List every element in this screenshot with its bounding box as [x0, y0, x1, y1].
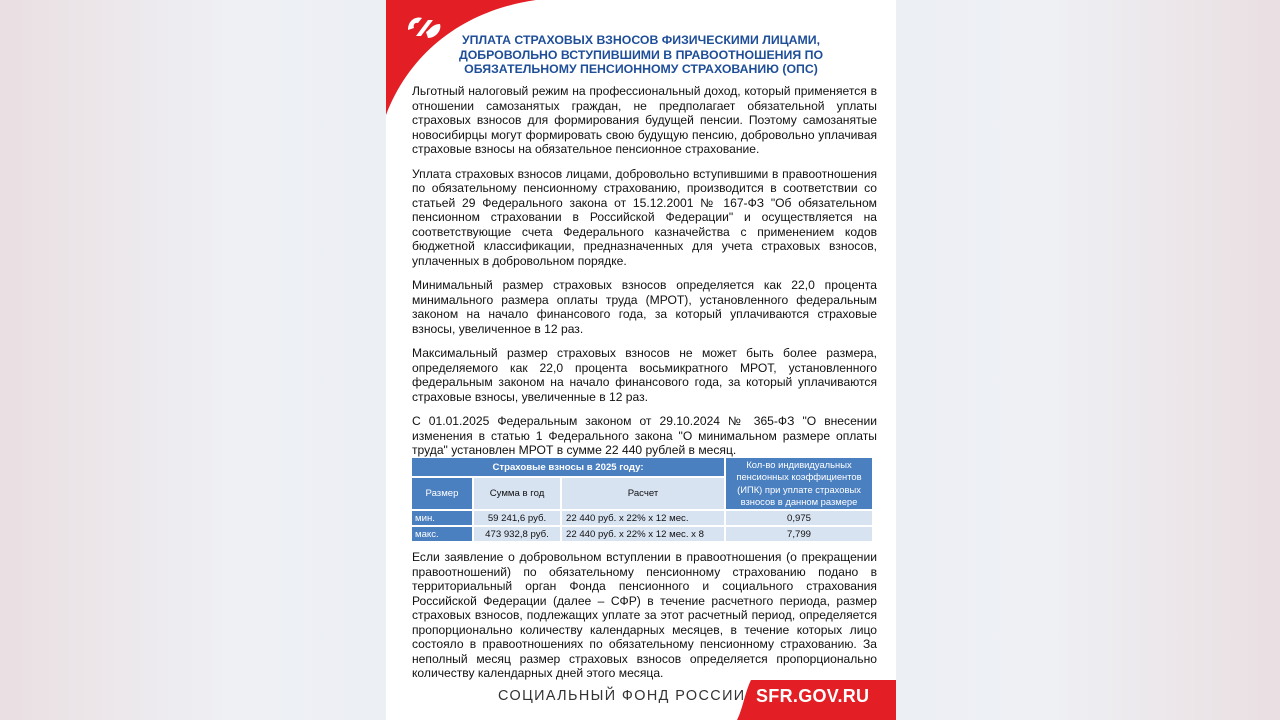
row-ipk: 0,975: [726, 511, 872, 525]
document-body: [412, 84, 877, 468]
row-size-label: мин.: [412, 511, 472, 525]
row-sum: 473 932,8 руб.: [474, 527, 560, 541]
paragraph-3: Минимальный размер страховых взносов определяется как 22,0 процента минимального размера оплаты труда (МРОТ), установленного федеральным законом на начало финансового года, за который уплачиваются страховые взносы, увеличенное в 12 раз.: [412, 278, 877, 336]
row-size-label: макс.: [412, 527, 472, 541]
table-column-size: Размер: [412, 478, 472, 509]
row-calc: 22 440 руб. х 22% х 12 мес.: [562, 511, 724, 525]
table-column-calc: Расчет: [562, 478, 724, 509]
table-row: [412, 527, 872, 541]
paragraph-5: С 01.01.2025 Федеральным законом от 29.10.2024 № 365-ФЗ "О внесении изменения в статью 1 Федерального закона "О минимальном размере оплаты труда" установлен МРОТ в сумме 22 440 рублей в месяц.: [412, 414, 877, 457]
table-row: [412, 511, 872, 525]
paragraph-4: Максимальный размер страховых взносов не может быть более размера, определяемого как 22,0 процента восьмикратного МРОТ, установленного федеральным законом на начало финансового года, за который уплачиваются страховые взносы, увеличенные в 12 раз.: [412, 346, 877, 404]
paragraph-2: Уплата страховых взносов лицами, добровольно вступившими в правоотношения по обязательному пенсионному страхованию, производится в соответствии со статьей 29 Федерального закона от 15.12.2001 № 167-ФЗ "Об обязательном пенсионном страховании в Российской Федерации" и осуществляется на соответствующие счета Федерального казначейства с применением кодов бюджетной классификации, предназначенных для учета страховых взносов, уплаченных в добровольном порядке.: [412, 166, 877, 268]
fees-table: [410, 456, 874, 543]
document-page: [386, 0, 896, 720]
sfr-logo-icon: [402, 10, 446, 46]
closing-paragraph: Если заявление о добровольном вступлении в правоотношения (о прекращении правоотношений) по обязательному пенсионному страхованию подано в территориальный орган Фонда пенсионного и социального страхования Российской Федерации (далее – СФР) в течение расчетного периода, размер страховых взносов, подлежащих уплате за этот расчетный период, определяется пропорционально количеству календарных месяцев, в течение которых лицо состояло в правоотношениях по обязательному пенсионному страхованию. За неполный месяц размер страховых взносов определяется пропорционально количеству календарных дней этого месяца.: [412, 550, 877, 680]
table-column-sum: Сумма в год: [474, 478, 560, 509]
document-closing: [412, 550, 877, 691]
row-sum: 59 241,6 руб.: [474, 511, 560, 525]
table-ipk-header: Кол-во индивидуальных пенсионных коэффициентов (ИПК) при уплате страховых взносов в данном размере: [726, 458, 872, 509]
paragraph-1: Льготный налоговый режим на профессиональный доход, который применяется в отношении самозанятых граждан, не предполагает обязательной уплаты страховых взносов для формирования будущей пенсии. Поэтому самозанятые новосибирцы могут формировать свою будущую пенсию, добровольно уплачивая страховые взносы на обязательное пенсионное страхование.: [412, 84, 877, 156]
row-calc: 22 440 руб. х 22% х 12 мес. х 8: [562, 527, 724, 541]
table-caption: Страховые взносы в 2025 году:: [412, 458, 724, 476]
footer-url-link[interactable]: SFR.GOV.RU: [756, 686, 870, 706]
document-title: УПЛАТА СТРАХОВЫХ ВЗНОСОВ ФИЗИЧЕСКИМИ ЛИЦАМИ, ДОБРОВОЛЬНО ВСТУПИВШИМИ В ПРАВООТНОШЕНИЯ ПО ОБЯЗАТЕЛЬНОМУ ПЕНСИОННОМУ СТРАХОВАНИЮ (ОПС): [458, 33, 824, 77]
footer-org-name: СОЦИАЛЬНЫЙ ФОНД РОССИИ: [498, 688, 746, 704]
row-ipk: 7,799: [726, 527, 872, 541]
